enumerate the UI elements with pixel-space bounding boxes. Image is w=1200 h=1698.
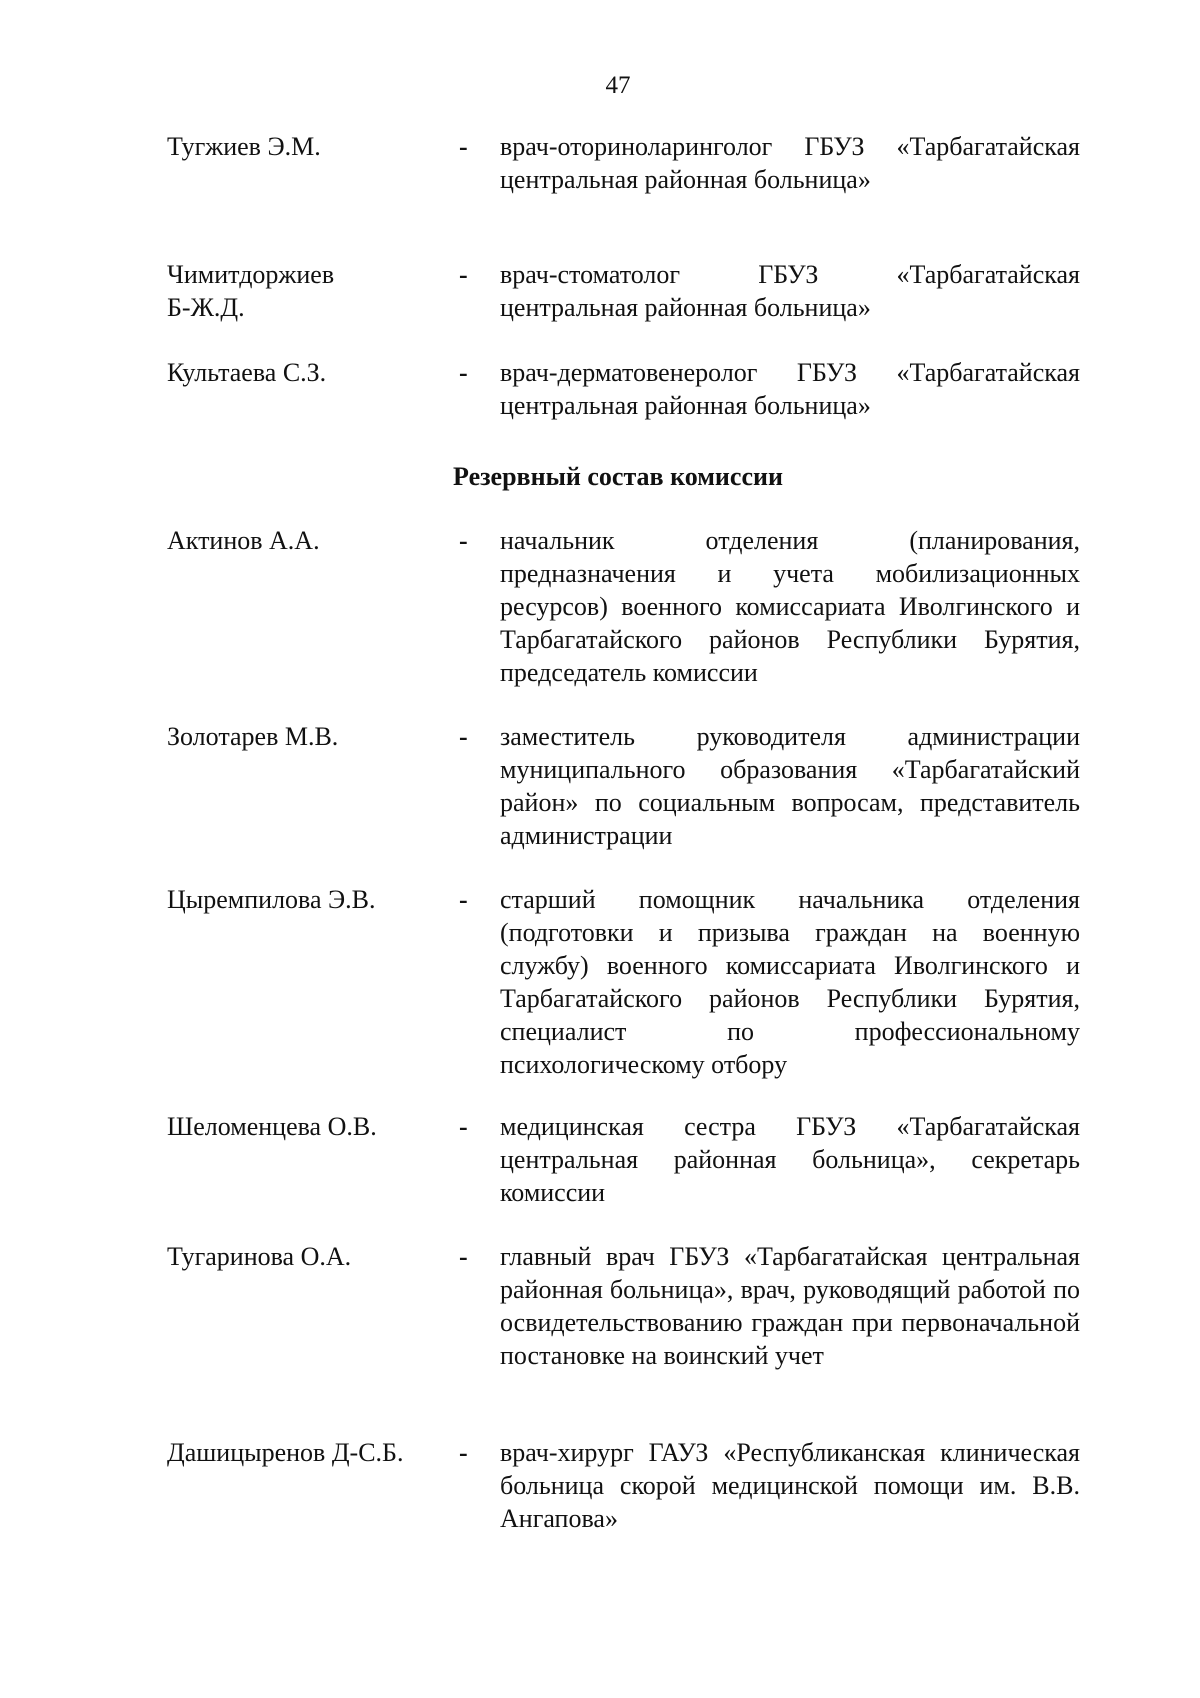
member-dash: - [459, 132, 468, 161]
member-name: Тугжиев Э.М. [167, 132, 321, 161]
member-position: врач-дерматовенеролог ГБУЗ «Тарбагатайская центральная районная больница» [500, 358, 1080, 420]
member-position: врач-оториноларинголог ГБУЗ «Тарбагатайская центральная районная больница» [500, 132, 1080, 194]
member-dash: - [459, 1112, 468, 1141]
member-name: Актинов А.А. [167, 526, 320, 555]
member-dash: - [459, 526, 468, 555]
member-dash: - [459, 722, 468, 751]
member-name: Цыремпилова Э.В. [167, 885, 376, 914]
member-position: врач-стоматолог ГБУЗ «Тарбагатайская центральная районная больница» [500, 260, 1080, 322]
member-name: Дашицыренов Д-С.Б. [167, 1438, 404, 1467]
reserve-section-heading: Резервный состав комиссии [453, 462, 783, 491]
member-position: врач-хирург ГАУЗ «Республиканская клиническая больница скорой медицинской помощи им. В.В. Ангапова» [500, 1438, 1080, 1533]
member-dash: - [459, 358, 468, 387]
member-position: начальник отделения (планирования, предназначения и учета мобилизационных ресурсов) военного комиссариата Иволгинского и Тарбагатайского районов Республики Бурятия, председатель комиссии [500, 526, 1080, 687]
member-dash: - [459, 1242, 468, 1271]
member-dash: - [459, 1438, 468, 1467]
member-position: старший помощник начальника отделения (подготовки и призыва граждан на военную службу) военного комиссариата Иволгинского и Тарбагатайского районов Республики Бурятия, специалист по профессиональному психологическому отбору [500, 885, 1080, 1079]
member-dash: - [459, 885, 468, 914]
member-name: Тугаринова О.А. [167, 1242, 352, 1271]
member-name: Шеломенцева О.В. [167, 1112, 377, 1141]
member-position: медицинская сестра ГБУЗ «Тарбагатайская центральная районная больница», секретарь комиссии [500, 1112, 1080, 1207]
member-name: Чимитдоржиев Б-Ж.Д. [167, 260, 335, 322]
member-name: Золотарев М.В. [167, 722, 339, 751]
member-dash: - [459, 260, 468, 289]
member-position: заместитель руководителя администрации муниципального образования «Тарбагатайский район» по социальным вопросам, представитель администрации [500, 722, 1080, 850]
member-position: главный врач ГБУЗ «Тарбагатайская центральная районная больница», врач, руководящий работой по освидетельствованию граждан при первоначальной постановке на воинский учет [500, 1242, 1080, 1370]
member-name: Культаева С.З. [167, 358, 327, 387]
page-number: 47 [605, 72, 631, 99]
